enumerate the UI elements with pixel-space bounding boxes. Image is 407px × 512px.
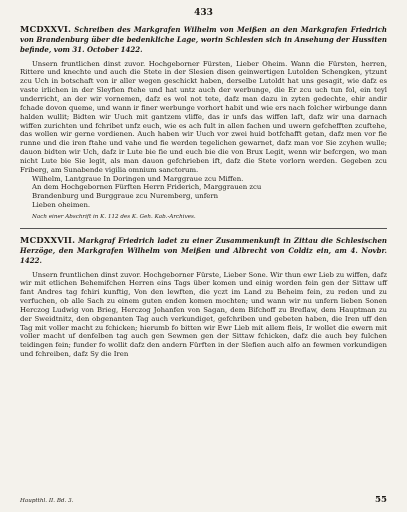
doc2-heading xyxy=(20,236,387,267)
page-footer xyxy=(20,495,387,505)
footer-sheet-number: 55 xyxy=(375,495,387,505)
document-1426 xyxy=(20,25,387,221)
document-1427 xyxy=(20,236,387,359)
doc1-source-note: Nach einer Abschrift in K. 112 des K. Geh. Kab.-Archives. xyxy=(32,213,196,220)
footer-signature-mark: Hauptthl. II. Bd. 3. xyxy=(20,498,74,504)
doc2-body: Unsern fruntlichen dinst zuvor. Hochgeborner Fürste, Lieber Sone. Wir thun ewr Lieb zu wiffen, dafz wir mit etlichen Behemifchen Herren eins Tags über komen und einig worden fein gen der Sittaw uff fant Andres tag fchiri kunftig, Von den lewften, die yczt im Land zu Beheim fein, zu reden und zu verfuchen, ob alle Sach zu einem guten enden komen mochten; und wann wir nu unfern lieben Sonen Herczog Ludwig von Brieg, Herczog Johanfen von Sagan, dem Bifchoff zu Breflaw, dem Hauptman zu der Sweidtnitz, den obgenanten Tag auch verkundiget, gefchriben und gebeten haben, die Iren uff den Tag mit voller macht zu fchicken; hierumb fo bitten wir Ewr Lieb mit allem fleis, Ir wollet die ewern mit voller macht uf denfelben tag auch gen Sewmen gen der Sittaw fchicken, dafz die auch bey fulchen teidingen fein; funder fo wollit dafz den andern Fürften in der Slefien auch alfo an fewmen vorkundigen und fchreiben, dafz Sy die Iren xyxy=(20,270,387,359)
doc1-address xyxy=(20,183,387,210)
page-number: 433 xyxy=(194,8,213,18)
doc2-number: MCDXXVII. xyxy=(20,234,76,245)
doc1-title: Schreiben des Markgrafen Wilhelm von Meißen an den Markgrafen Friedrich von Brandenburg über die bedenkliche Lage, worin Schlesien sich in Ansehung der Hussiten befinde, vom 31. October 1422. xyxy=(20,25,387,55)
doc1-address-line-3: Lieben oheimen. xyxy=(32,201,91,210)
doc1-heading xyxy=(20,25,387,56)
doc1-signature: Wilhelm, Lantgraue In Doringen und Marggraue zcu Miffen. xyxy=(32,174,244,183)
doc2-title: Markgraf Friedrich ladet zu einer Zusammenkunft in Zittau die Schlesischen Herzöge, den Markgrafen Wilhelm von Meißen und Albrecht von Coldiz ein, am 4. Novbr. 1422. xyxy=(20,235,387,266)
doc1-address-line-2: Brandenburg und Burggraue zcu Nuremberg, unfern xyxy=(32,192,219,201)
section-divider xyxy=(20,228,387,229)
doc1-address-line-1: An dem Hochgebornen Fürften Herrn Friderich, Marggrauen zcu xyxy=(32,183,262,192)
doc1-body: Unsern fruntlichen dinst zuvor. Hochgeborner Fürsten, Lieber Oheim. Wann die Fürsten, herren, Rittere und knechte und auch die Stete in der Slesien disen geinwertigen Lutolden Schengken, ytzunt zcu Uch in botschaft von ir aller wegen geschickt haben, derselbe Lutoldt hat uns gesagit, wie dafz es vaste irlichen in der Sleyfien ftehe und hat untz auch der werbunge, die Er zcu uch tun fol, ein teyl underricht, an der wir vornemen, dafz es wol not tete, dafz man dazu in zyten gedechte, ehir andir fchade dovon queme, und wann ir finer werbunge vorhort habit und wie ers nach folcher wirbunge dann halden wullit; Bidten wir Uuch mit gantzem vliffe, das ir unfs das wiffen laft, dafz wir una darnach wiffen zurichten und fchribet unfz euch, wie es ach fult in allen fachen und uwern gefchefften zcuftehe, das wollen wir gerne vordienen. Auch haben wir Uuch vor zwei huid botfchafft getan, dafz men vor fie runne und die iren ftahe und vahe und fie werden tegelichen gewarnet, dafz man vor Sie zcyhen wulle; dauon bidten wir Uch, dafz ir Lute bie fie und euch bie die von Brux Legit, wenn wir befcrgen, wo man nicht Lute bie Sie legit, als man dauon gefchrieben ift, dafz die Stete vorlorn werden. Gegeben zcu Friberg, am Sunabende vigilia omnium sanctorum. xyxy=(20,59,387,174)
doc1-number: MCDXXVI. xyxy=(20,24,72,34)
